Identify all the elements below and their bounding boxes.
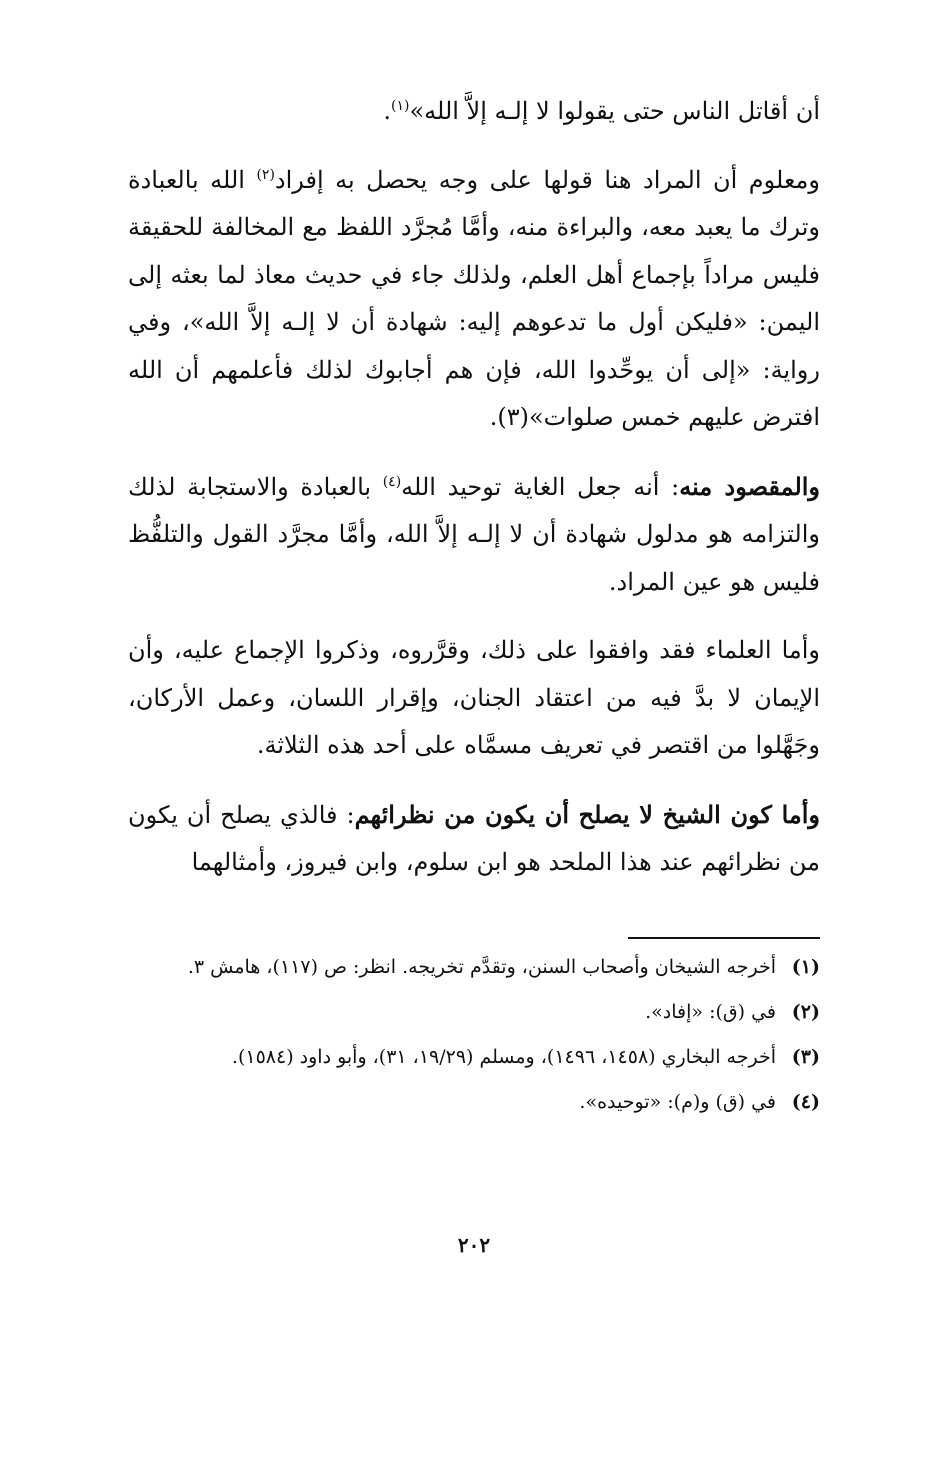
footnote-number: (٤) bbox=[791, 1091, 820, 1113]
footnote-4 bbox=[128, 1085, 820, 1120]
paragraph-1 bbox=[128, 88, 820, 136]
main-text bbox=[128, 88, 820, 908]
paragraph-tail: بالعبادة والاستجابة لذلك والتزامه هو مدلول شهادة أن لا إلـه إلاَّ الله، وأمَّا مجرَّد القول والتلفُّظ فليس هو عين المراد. bbox=[128, 472, 820, 596]
paragraph-2 bbox=[128, 157, 820, 442]
footnote-ref: (٢) bbox=[256, 166, 275, 183]
paragraph-tail: الله بالعبادة وترك ما يعبد معه، والبراءة منه، وأمَّا مُجرَّد اللفظ مع المخالفة للحقيقة فليس مراداً بإجماع أهل العلم، ولذلك جاء في حديث معاذ لما بعثه إلى اليمن: «فليكن أول ما تدعوهم إليه: شهادة أن لا إلـه إلاَّ الله»، وفي رواية: «إلى أن يوحِّدوا الله، فإن هم أجابوك لذلك فأعلمهم أن الله افترض عليهم خمس صلوات»(٣). bbox=[128, 165, 820, 431]
footnote-1 bbox=[128, 950, 820, 985]
footnote-ref: (١) bbox=[390, 98, 410, 114]
footnote-ref: (٤) bbox=[382, 473, 402, 490]
paragraph-3 bbox=[128, 463, 820, 607]
footnote-text: في (ق) و(م): «توحيده». bbox=[579, 1091, 776, 1113]
paragraph-text: ومعلوم أن المراد هنا قولها على وجه يحصل به إفراد bbox=[274, 165, 820, 194]
footnote-number: (٣) bbox=[791, 1046, 820, 1068]
footnote-divider bbox=[628, 937, 820, 939]
footnote-text: في (ق): «إفاد». bbox=[645, 1001, 776, 1023]
footnote-number: (١) bbox=[791, 956, 820, 978]
footnote-3 bbox=[128, 1040, 820, 1075]
footnote-2 bbox=[128, 995, 820, 1030]
footnotes bbox=[128, 950, 820, 1130]
paragraph-4 bbox=[128, 627, 820, 770]
paragraph-lead: وأما كون الشيخ لا يصلح أن يكون من نظرائهم bbox=[354, 799, 821, 829]
footnote-number: (٢) bbox=[791, 1001, 820, 1023]
paragraph-text: وأما العلماء فقد وافقوا على ذلك، وقرَّروه، وذكروا الإجماع عليه، وأن الإيمان لا بدَّ فيه من اعتقاد الجنان، وإقرار اللسان، وعمل الأركان، وجَهَّلوا من اقتصر في تعريف مسمَّاه على أحد هذه الثلاثة. bbox=[128, 636, 820, 759]
paragraph-tail: . bbox=[383, 97, 391, 125]
paragraph-lead: والمقصود منه bbox=[679, 471, 821, 501]
paragraph-text: : أنه جعل الغاية توحيد الله bbox=[401, 472, 680, 501]
footnote-text: أخرجه الشيخان وأصحاب السنن، وتقدَّم تخريجه. انظر: ص (١١٧)، هامش ٣. bbox=[187, 956, 776, 978]
footnote-text: أخرجه البخاري (١٤٥٨، ١٤٩٦)، ومسلم (١٩/٢٩، ٣١)، وأبو داود (١٥٨٤). bbox=[231, 1046, 776, 1068]
paragraph-text: أن أقاتل الناس حتى يقولوا لا إلـه إلاَّ الله» bbox=[409, 97, 820, 125]
page-number: ٢٠٢ bbox=[457, 1233, 491, 1257]
paragraph-text: : فالذي يصلح أن يكون من نظرائهم عند هذا الملحد هو ابن سلوم، وابن فيروز، وأمثالهما bbox=[128, 800, 820, 876]
paragraph-5 bbox=[128, 791, 820, 887]
